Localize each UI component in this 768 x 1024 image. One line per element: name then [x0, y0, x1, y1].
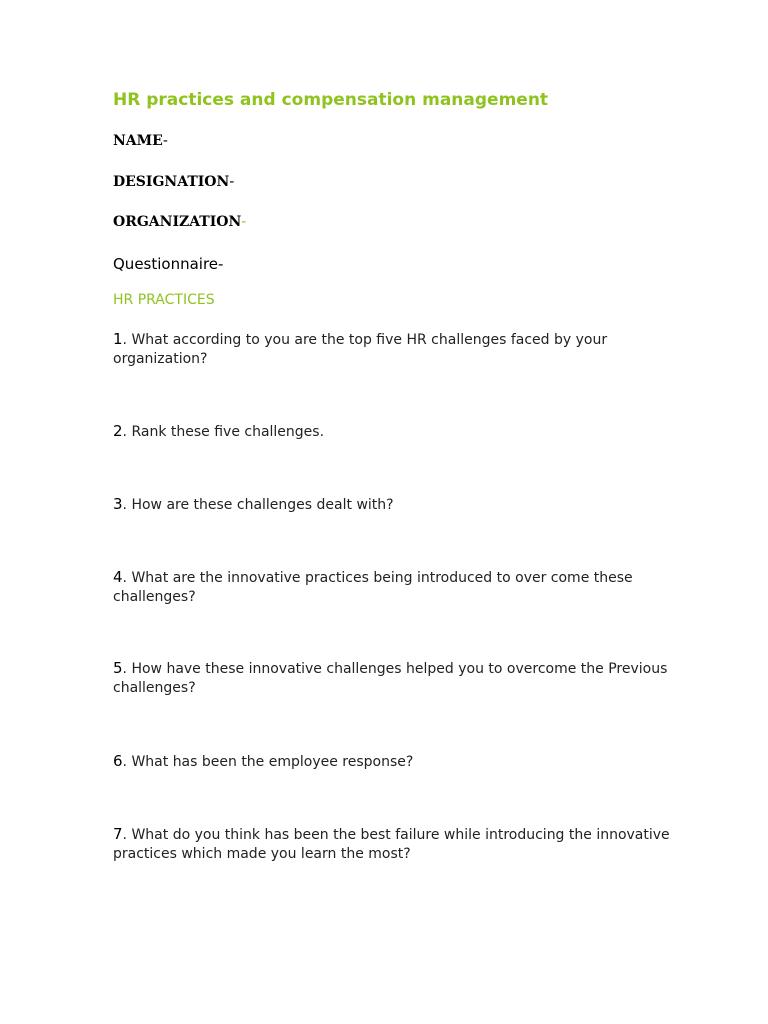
questionnaire-label: Questionnaire [113, 255, 219, 273]
name-field-label [113, 133, 168, 149]
question-number: 5 [113, 659, 123, 677]
name-label: NAME [113, 133, 163, 149]
designation-label: DESIGNATION [113, 174, 230, 190]
question-text: How are these challenges dealt with? [131, 497, 394, 513]
question-number: 2 [113, 422, 123, 440]
designation-dash: - [229, 174, 235, 190]
question-sep: . [122, 661, 132, 677]
name-dash: - [162, 133, 168, 149]
question-sep: . [122, 827, 132, 843]
organization-field-label [113, 214, 246, 230]
question-2 [113, 422, 673, 442]
question-7 [113, 825, 673, 864]
question-text: How have these innovative challenges helped you to overcome the Previous challenges? [113, 661, 668, 696]
organization-dash: - [241, 214, 247, 230]
question-sep: . [122, 754, 132, 770]
question-5 [113, 659, 673, 698]
question-number: 7 [113, 825, 123, 843]
question-sep: . [122, 570, 132, 586]
question-number: 3 [113, 495, 123, 513]
organization-label: ORGANIZATION [113, 214, 242, 230]
question-number: 1 [113, 330, 123, 348]
questionnaire-dash: - [218, 255, 224, 273]
question-3 [113, 495, 673, 515]
section-heading-hr-practices: HR PRACTICES [113, 292, 215, 308]
question-text: What has been the employee response? [131, 754, 414, 770]
document-title: HR practices and compensation management [113, 90, 549, 110]
question-text: What are the innovative practices being introduced to over come these challenges? [113, 570, 633, 605]
question-1 [113, 330, 673, 369]
question-number: 6 [113, 752, 123, 770]
question-text: What according to you are the top five HR challenges faced by your organization? [113, 332, 608, 367]
questionnaire-heading [113, 255, 223, 273]
question-number: 4 [113, 568, 123, 586]
question-4 [113, 568, 673, 607]
question-6 [113, 752, 673, 772]
designation-field-label [113, 174, 234, 190]
question-sep: . [122, 424, 132, 440]
question-text: Rank these five challenges. [131, 424, 325, 440]
question-text: What do you think has been the best failure while introducing the innovative practices which made you learn the most? [113, 827, 670, 862]
question-sep: . [122, 497, 132, 513]
question-sep: . [122, 332, 132, 348]
